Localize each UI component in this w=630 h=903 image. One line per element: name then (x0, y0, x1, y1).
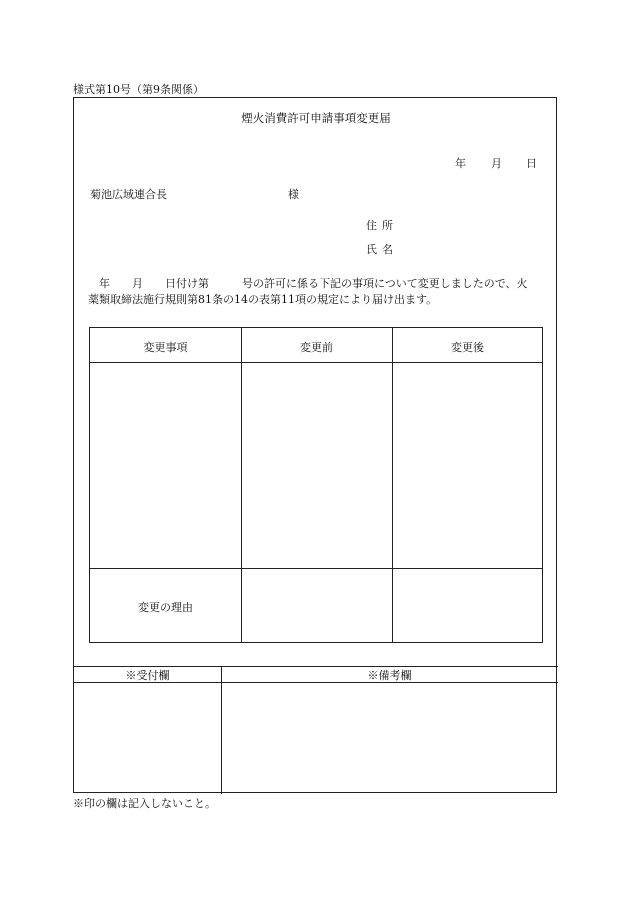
change-table (89, 327, 543, 643)
column-header-item: 変更事項 (143, 341, 188, 354)
reception-label: ※受付欄 (125, 669, 170, 682)
table-reason-divider (90, 568, 542, 569)
column-header-after: 変更後 (451, 341, 484, 354)
body-line-1: 年 月 日付け第 号の許可に係る下記の事項について変更しましたので、火 (88, 277, 528, 290)
address-label: 住所 (366, 219, 398, 232)
honorific: 様 (288, 188, 299, 201)
body-text (88, 276, 544, 308)
table-divider (241, 328, 242, 642)
office-use-divider (221, 667, 222, 794)
table-header-divider (90, 362, 542, 363)
date-month-label: 月 (491, 157, 502, 170)
form-title: 煙火消費許可申請事項変更届 (241, 111, 391, 125)
body-line-2: 薬類取締法施行規則第81条の14の表第11項の規定により届け出ます。 (88, 293, 438, 306)
reason-label: 変更の理由 (138, 601, 193, 614)
form-number: 様式第10号（第9条関係） (73, 83, 204, 96)
date-year-label: 年 (455, 157, 466, 170)
name-label: 氏名 (366, 243, 398, 256)
date-day-label: 日 (526, 157, 537, 170)
remarks-label: ※備考欄 (367, 669, 412, 682)
form-frame (73, 97, 557, 793)
office-use-area (74, 666, 558, 794)
footnote: ※印の欄は記入しないこと。 (73, 797, 216, 810)
column-header-before: 変更前 (300, 341, 333, 354)
table-divider (392, 328, 393, 642)
addressee: 菊池広域連合長 (90, 188, 167, 201)
